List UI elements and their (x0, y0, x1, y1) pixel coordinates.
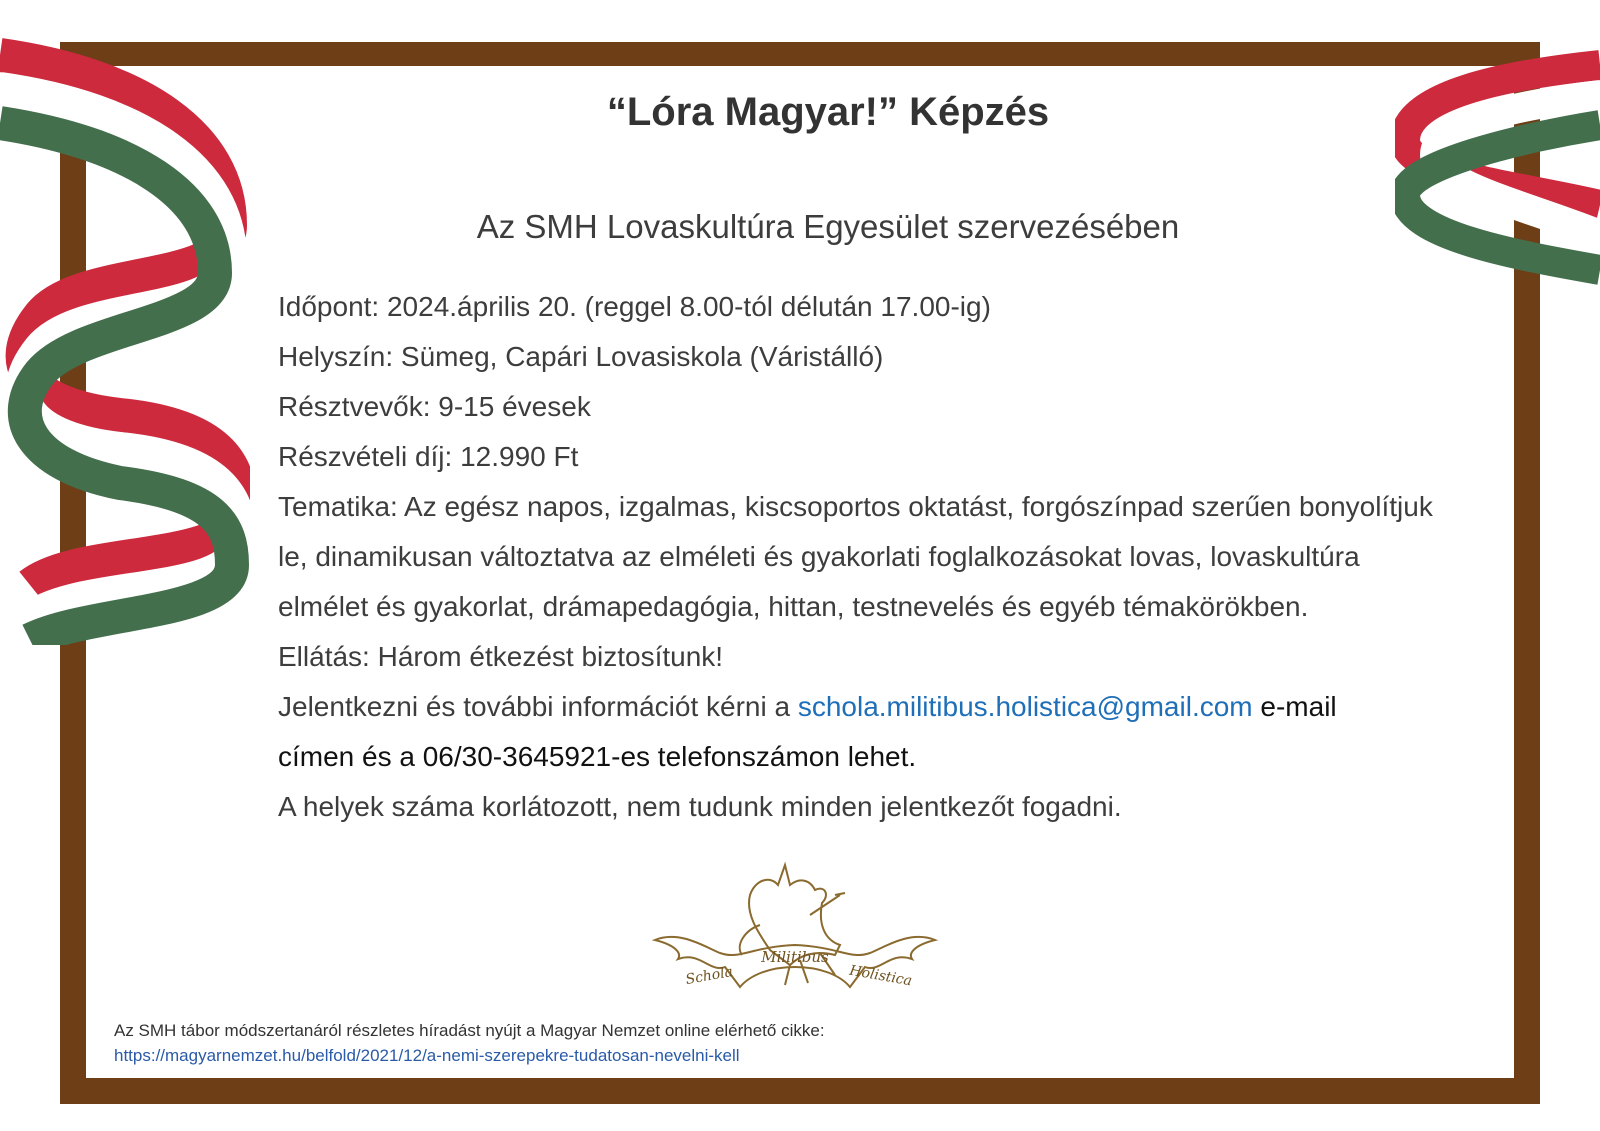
left-flag-ribbon-icon (0, 25, 250, 645)
contact-prefix: Jelentkezni és további információt kérni a (278, 691, 798, 722)
page-subtitle: Az SMH Lovaskultúra Egyesület szervezésében (476, 208, 1180, 245)
seal-text-center: Militibus (761, 948, 829, 966)
contact-suffix: e-mail (1252, 691, 1337, 722)
right-flag-ribbon-icon (1395, 45, 1600, 305)
footer-article-link[interactable]: https://magyarnemzet.hu/belfold/2021/12/a-nemi-szerepekre-tudatosan-nevelni-kell (114, 1046, 740, 1065)
schola-militibus-holistica-seal-icon (650, 855, 940, 1010)
event-datetime: Időpont: 2024.április 20. (reggel 8.00-tól délután 17.00-ig) (278, 291, 991, 322)
seal-text-left: Schola (684, 964, 735, 989)
event-topics: Tematika: Az egész napos, izgalmas, kiscsoportos oktatást, forgószínpad szerűen bonyolítjuk le, dinamikusan változtatva az elméleti és gyakorlati foglalkozásokat lovas, lovaskultúra elmélet és gyakorlat, drámapedagógia, hittan, testnevelés és egyéb témakörökben. (278, 491, 1433, 622)
seal-text-right: Holistica (848, 962, 914, 990)
limited-places: A helyek száma korlátozott, nem tudunk minden jelentkezőt fogadni. (278, 791, 1122, 822)
event-details (278, 282, 1438, 832)
contact-paragraph (278, 682, 1438, 782)
page-title: “Lóra Magyar!” Képzés (606, 90, 1050, 134)
event-fee: Részvételi díj: 12.990 Ft (278, 441, 579, 472)
contact-phone: címen és a 06/30-3645921-es telefonszámon lehet. (278, 741, 917, 772)
contact-email-link[interactable]: schola.militibus.holistica@gmail.com (797, 691, 1253, 722)
event-catering: Ellátás: Három étkezést biztosítunk! (278, 641, 724, 672)
event-participants: Résztvevők: 9-15 évesek (278, 391, 591, 422)
footer-note (114, 1018, 994, 1068)
event-location: Helyszín: Sümeg, Capári Lovasiskola (Váristálló) (278, 341, 884, 372)
footer-text: Az SMH tábor módszertanáról részletes híradást nyújt a Magyar Nemzet online elérhető cikke: (114, 1021, 825, 1040)
